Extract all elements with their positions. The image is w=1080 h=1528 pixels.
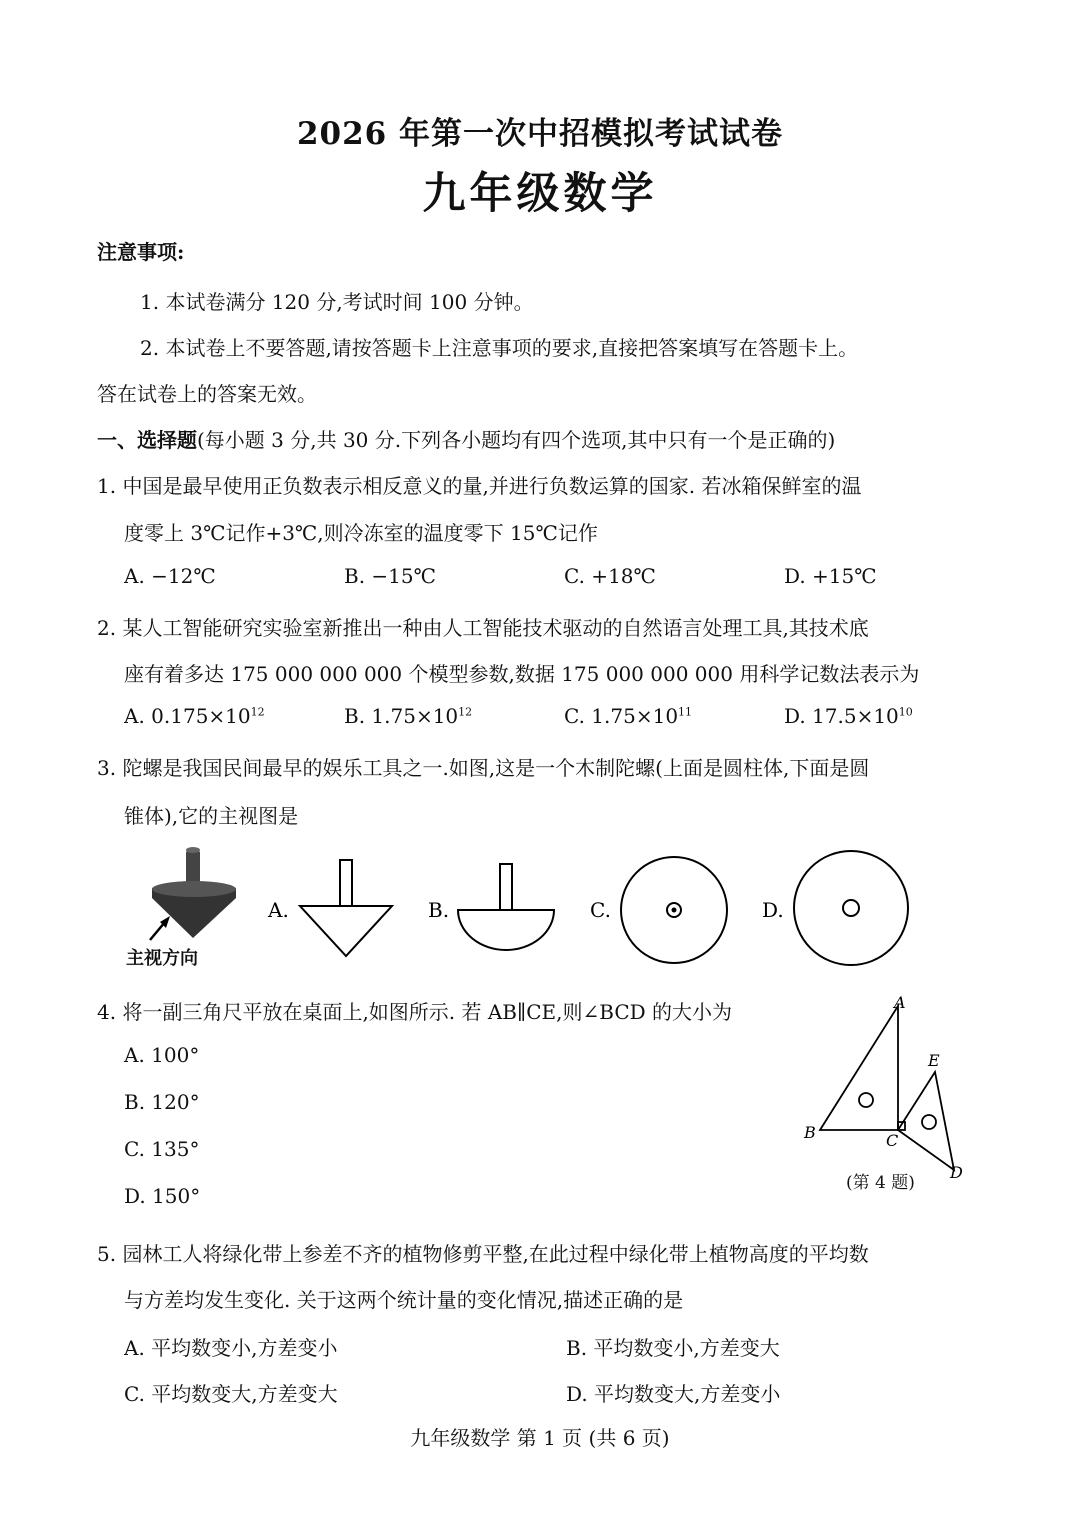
question-4-line1: 4. 将一副三角尺平放在桌面上,如图所示. 若 AB∥CE,则∠BCD 的大小为 [97, 1000, 733, 1024]
point-c-label: C [886, 1131, 899, 1150]
q2-option-b [344, 704, 472, 728]
q3-option-a-shape [300, 860, 392, 956]
exam-subtitle: 九年级数学 [422, 169, 658, 219]
q2-option-c-base: C. 1.75×10 [564, 704, 679, 728]
triangle-ced-hole [922, 1115, 936, 1129]
point-b-label: B [804, 1123, 816, 1142]
q4-option-c: C. 135° [124, 1137, 200, 1161]
page-footer: 九年级数学 第 1 页 (共 6 页) [410, 1426, 670, 1450]
question-1-line2: 度零上 3℃记作+3℃,则冷冻室的温度零下 15℃记作 [124, 521, 598, 545]
point-a-label: A [894, 993, 906, 1012]
q4-figure-caption: (第 4 题) [846, 1173, 915, 1193]
section-1-header [97, 424, 835, 453]
q2-option-a-exp: 12 [250, 705, 265, 719]
q3-option-d-label: D. [762, 898, 784, 922]
q1-option-c: C. +18℃ [564, 564, 656, 588]
q3-option-a-label: A. [268, 898, 289, 922]
q3-option-c-label: C. [590, 898, 611, 922]
q2-option-d [784, 704, 913, 728]
q2-option-c-exp: 11 [678, 705, 693, 719]
notice-item-2-cont: 答在试卷上的答案无效。 [97, 382, 317, 406]
question-3-line2: 锥体),它的主视图是 [124, 804, 299, 828]
q2-option-d-exp: 10 [898, 705, 913, 719]
q2-option-b-base: B. 1.75×10 [344, 704, 459, 728]
triangle-ced [898, 1072, 954, 1170]
q2-option-d-base: D. 17.5×10 [784, 704, 899, 728]
q2-option-c [564, 704, 692, 728]
question-2-line2: 座有着多达 175 000 000 000 个模型参数,数据 175 000 000 000 用科学记数法表示为 [124, 662, 920, 686]
spinning-top-image [150, 847, 236, 940]
triangle-abc-hole [859, 1093, 873, 1107]
notice-heading: 注意事项: [97, 240, 185, 264]
q1-option-d: D. +15℃ [784, 564, 877, 588]
view-direction-label: 主视方向 [126, 948, 198, 969]
question-3-line1: 3. 陀螺是我国民间最早的娱乐工具之一.如图,这是一个木制陀螺(上面是圆柱体,下面是圆 [97, 756, 870, 780]
q2-option-a [124, 704, 265, 728]
exam-title: 2026 年第一次中招模拟考试试卷 [296, 116, 784, 152]
section-1-heading: 一、选择题 [97, 428, 197, 452]
q1-option-b: B. −15℃ [344, 564, 436, 588]
notice-item-1: 1. 本试卷满分 120 分,考试时间 100 分钟。 [140, 290, 534, 314]
q2-option-a-base: A. 0.175×10 [124, 704, 251, 728]
question-5-line1: 5. 园林工人将绿化带上参差不齐的植物修剪平整,在此过程中绿化带上植物高度的平均数 [97, 1242, 869, 1266]
q4-option-a: A. 100° [124, 1043, 200, 1067]
q5-option-d: D. 平均数变大,方差变小 [566, 1382, 781, 1406]
q4-option-b: B. 120° [124, 1090, 200, 1114]
q3-option-b-shape [458, 864, 554, 950]
q4-triangle-figure [790, 990, 990, 1190]
notice-item-2: 2. 本试卷上不要答题,请按答题卡上注意事项的要求,直接把答案填写在答题卡上。 [140, 336, 859, 360]
q5-option-a: A. 平均数变小,方差变小 [124, 1336, 338, 1360]
triangle-abc [820, 1006, 898, 1130]
q3-option-d-shape [794, 851, 908, 965]
q1-option-a: A. −12℃ [124, 564, 216, 588]
point-d-label: D [950, 1163, 963, 1182]
point-e-label: E [928, 1051, 940, 1070]
question-2-line1: 2. 某人工智能研究实验室新推出一种由人工智能技术驱动的自然语言处理工具,其技术底 [97, 616, 869, 640]
question-1-line1: 1. 中国是最早使用正负数表示相反意义的量,并进行负数运算的国家. 若冰箱保鲜室的温 [97, 474, 862, 498]
question-5-line2: 与方差均发生变化. 关于这两个统计量的变化情况,描述正确的是 [124, 1288, 684, 1312]
q3-option-c-shape [621, 857, 727, 963]
q5-option-c: C. 平均数变大,方差变大 [124, 1382, 338, 1406]
q3-option-b-label: B. [428, 898, 450, 922]
q2-option-b-exp: 12 [458, 705, 473, 719]
q5-option-b: B. 平均数变小,方差变大 [566, 1336, 780, 1360]
q4-option-d: D. 150° [124, 1184, 201, 1208]
section-1-desc: (每小题 3 分,共 30 分.下列各小题均有四个选项,其中只有一个是正确的) [197, 428, 836, 452]
